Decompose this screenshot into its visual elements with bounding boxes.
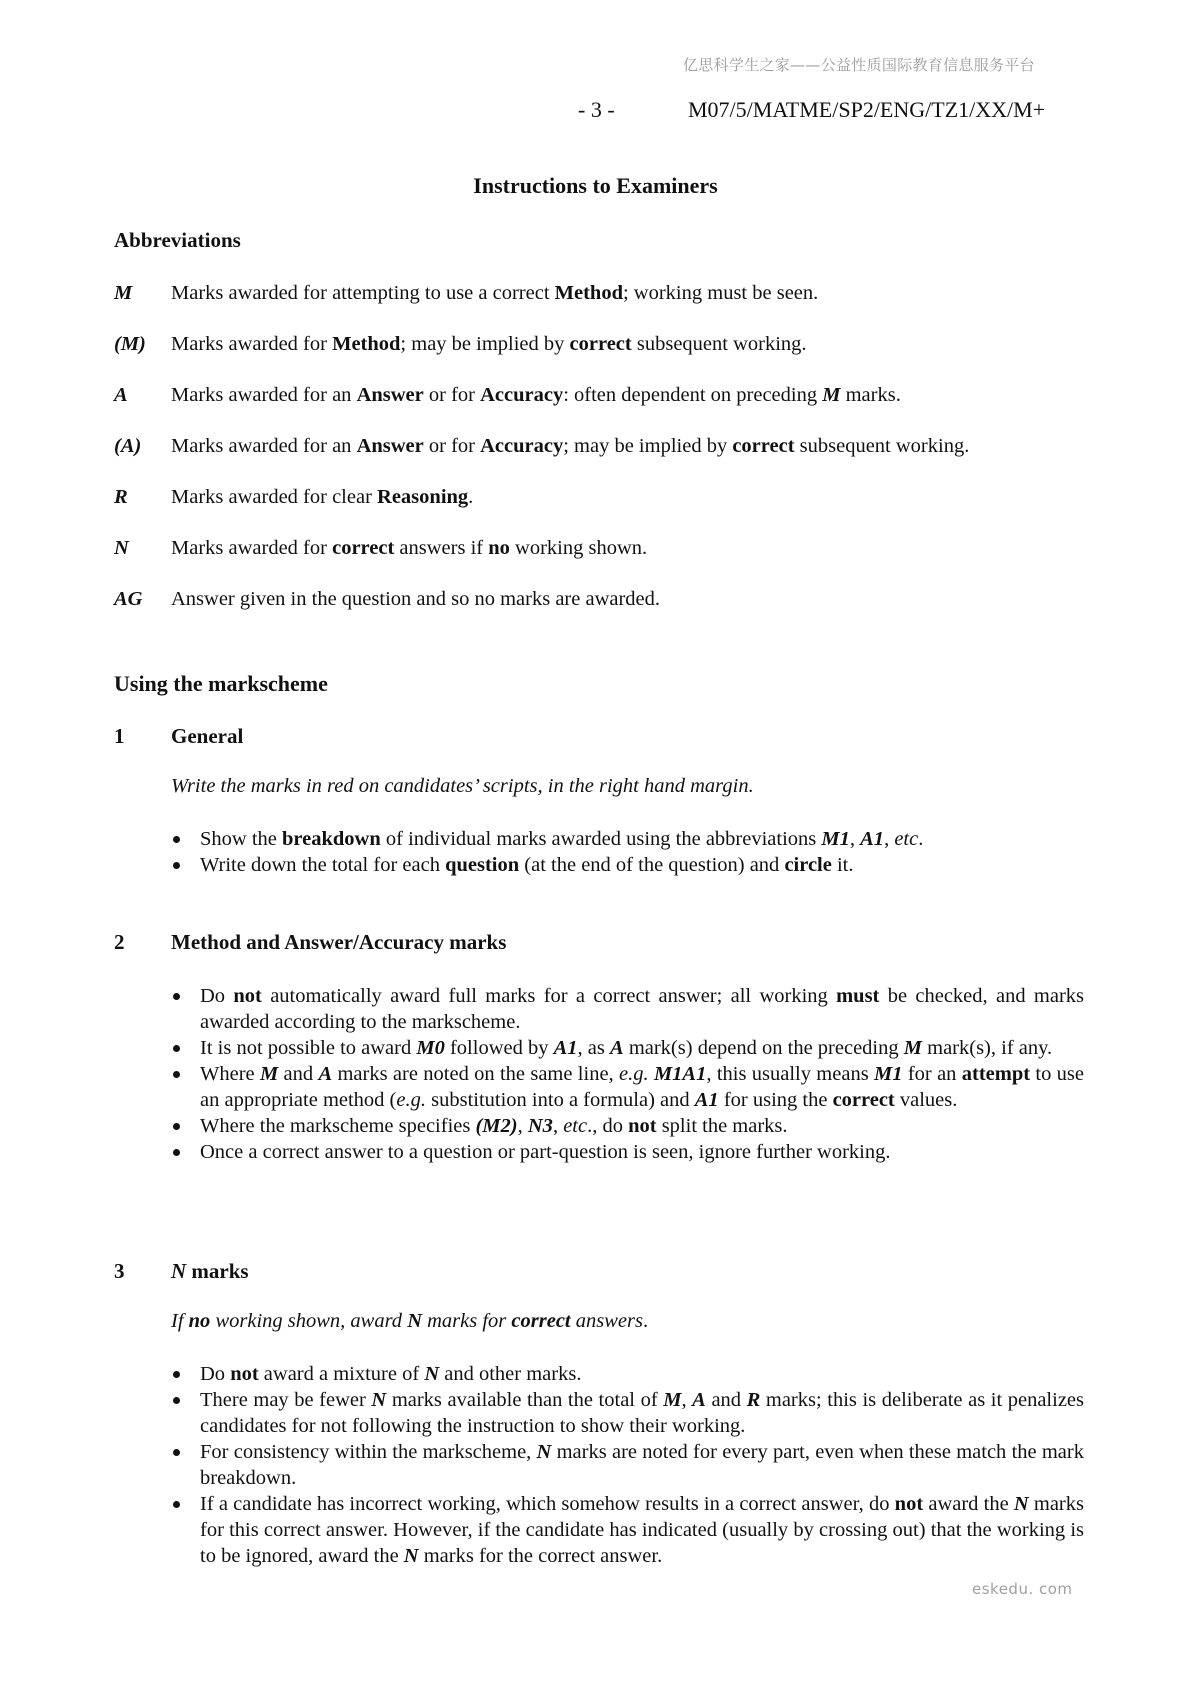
list-item: Where M and A marks are noted on the same line, e.g. M1A1, this usually means M1 for an attempt to use an appropriate method (e.g. substitution into a formula) and A1 for using the correct values. [171,1061,1084,1113]
abbreviation-description: Marks awarded for an Answer or for Accuracy: often dependent on preceding M marks. [171,384,901,406]
bullet-list [171,983,1084,1165]
list-item: It is not possible to award M0 followed by A1, as A mark(s) depend on the preceding M mark(s), if any. [171,1035,1084,1061]
abbreviations-heading: Abbreviations [114,228,241,252]
using-markscheme-heading: Using the markscheme [114,671,328,696]
abbreviation-description: Marks awarded for an Answer or for Accuracy; may be implied by correct subsequent working. [171,435,970,457]
watermark-bottom: eskedu. com [972,1580,1073,1598]
abbreviation-code: (A) [114,435,142,457]
abbreviation-description: Answer given in the question and so no marks are awarded. [171,588,661,610]
list-item: For consistency within the markscheme, N marks are noted for every part, even when these match the mark breakdown. [171,1439,1084,1491]
page-title: Instructions to Examiners [473,173,718,198]
document-reference: M07/5/MATME/SP2/ENG/TZ1/XX/M+ [688,97,1046,122]
section-note: If no working shown, award N marks for correct answers. [171,1310,649,1332]
abbreviation-description: Marks awarded for attempting to use a correct Method; working must be seen. [171,282,819,304]
bullet-list [171,1361,1084,1569]
abbreviation-code: (M) [114,333,146,355]
list-item: Write down the total for each question (at the end of the question) and circle it. [171,852,1084,878]
section-note: Write the marks in red on candidates’ scripts, in the right hand margin. [171,775,754,797]
abbreviation-description: Marks awarded for clear Reasoning. [171,486,474,508]
list-item: Do not automatically award full marks for a correct answer; all working must be checked, and marks awarded according to the markscheme. [171,983,1084,1035]
page-number: - 3 - [578,97,615,122]
abbreviation-code: M [114,282,133,304]
abbreviation-code: A [114,384,128,406]
list-item: Do not award a mixture of N and other marks. [171,1361,1084,1387]
section-number: 1 [114,724,125,748]
bullet-list [171,826,1084,878]
list-item: Show the breakdown of individual marks awarded using the abbreviations M1, A1, etc. [171,826,1084,852]
abbreviation-code: N [114,537,129,559]
section-title: N marks [171,1259,249,1283]
abbreviation-description: Marks awarded for correct answers if no working shown. [171,537,648,559]
section-title: General [171,724,244,748]
abbreviation-description: Marks awarded for Method; may be implied by correct subsequent working. [171,333,807,355]
abbreviation-code: R [114,486,128,508]
list-item: Once a correct answer to a question or part-question is seen, ignore further working. [171,1139,1084,1165]
section-number: 3 [114,1259,125,1283]
list-item: There may be fewer N marks available than the total of M, A and R marks; this is deliberate as it penalizes candidates for not following the instruction to show their working. [171,1387,1084,1439]
section-number: 2 [114,930,125,954]
list-item: Where the markscheme specifies (M2), N3, etc., do not split the marks. [171,1113,1084,1139]
abbreviation-code: AG [114,588,143,610]
list-item: If a candidate has incorrect working, which somehow results in a correct answer, do not award the N marks for this correct answer. However, if the candidate has indicated (usually by crossing out) that the working is to be ignored, award the N marks for the correct answer. [171,1491,1084,1569]
watermark-top: 亿思科学生之家——公益性质国际教育信息服务平台 [683,56,1035,74]
section-title: Method and Answer/Accuracy marks [171,930,507,954]
